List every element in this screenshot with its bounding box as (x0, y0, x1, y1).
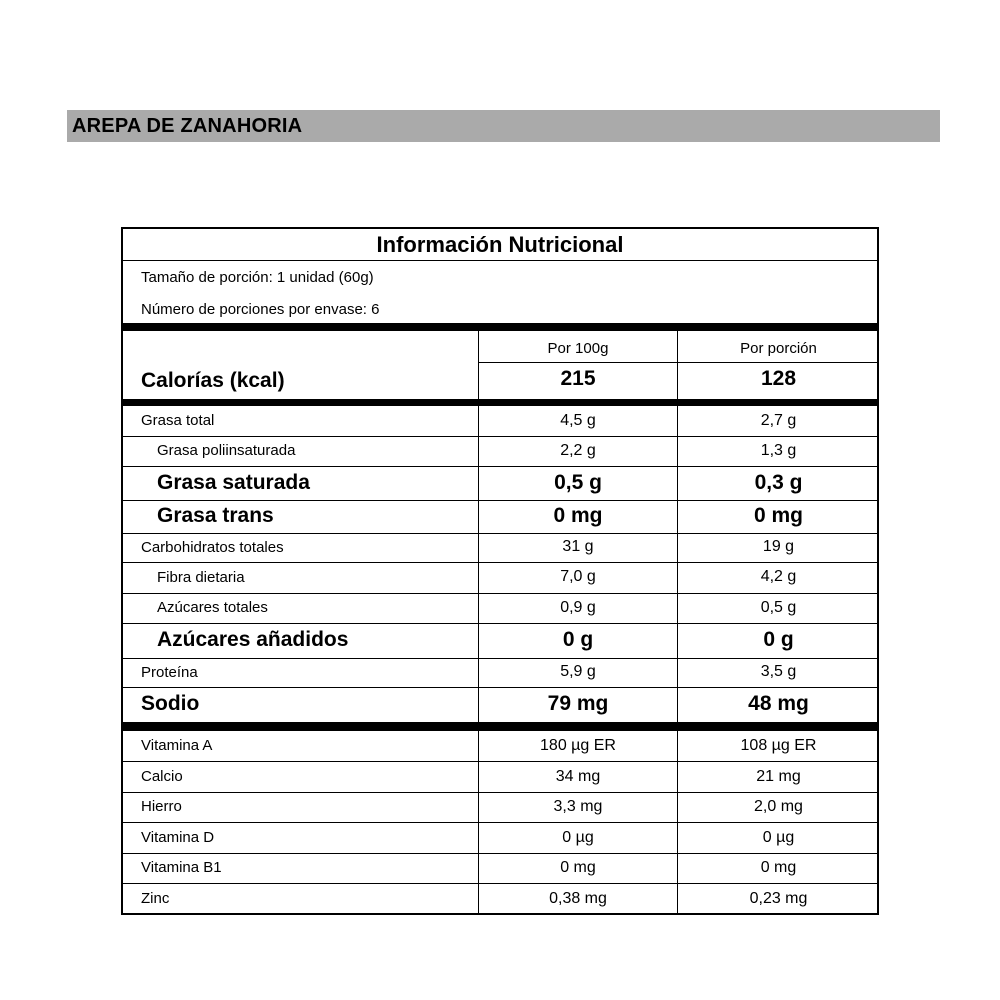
row-divider (123, 533, 877, 534)
row-divider (123, 883, 877, 884)
nutrient-label: Sodio (141, 692, 200, 715)
nutrient-value-per-serving: 3,5 g (760, 663, 797, 680)
row-divider (123, 436, 877, 437)
nutrient-value-per-serving: 2,7 g (760, 412, 797, 429)
nutrient-value-per-100g: 5,9 g (560, 663, 596, 680)
micronutrient-value-per-100g: 0 µg (562, 829, 594, 846)
nutrient-label: Proteína (141, 664, 198, 681)
micronutrient-label: Hierro (141, 798, 182, 815)
micronutrient-label: Vitamina A (141, 737, 213, 754)
nutrient-value-per-100g: 0 mg (553, 504, 603, 527)
thick-divider (123, 722, 877, 731)
micronutrient-value-per-100g: 3,3 mg (553, 798, 603, 815)
nutrient-value-per-100g: 4,5 g (560, 412, 596, 429)
nutrient-label: Azúcares totales (157, 599, 268, 616)
nutrient-value-per-serving: 0,3 g (754, 471, 803, 494)
micronutrient-value-per-serving: 0 mg (760, 859, 797, 876)
micronutrient-value-per-serving: 0,23 mg (749, 890, 808, 907)
micronutrient-value-per-100g: 0 mg (560, 859, 596, 876)
micronutrient-value-per-serving: 108 µg ER (740, 737, 817, 754)
column-divider (677, 731, 678, 915)
micronutrient-value-per-serving: 21 mg (756, 768, 801, 785)
row-divider (123, 466, 877, 467)
nutrient-value-per-100g: 0,5 g (554, 471, 602, 494)
nutrient-value-per-serving: 0 mg (753, 504, 803, 527)
column-divider (478, 731, 479, 915)
micronutrient-value-per-100g: 0,38 mg (549, 890, 607, 907)
nutrient-label: Fibra dietaria (157, 569, 245, 586)
micronutrient-label: Zinc (141, 890, 170, 907)
nutrient-value-per-100g: 7,0 g (560, 568, 596, 585)
thick-divider (123, 323, 877, 331)
nutrient-value-per-100g: 2,2 g (560, 442, 596, 459)
micronutrient-label: Vitamina D (141, 829, 215, 846)
nutrient-value-per-100g: 0 g (562, 628, 594, 651)
row-divider (123, 687, 877, 688)
row-divider (123, 623, 877, 624)
row-divider (123, 792, 877, 793)
row-divider (123, 761, 877, 762)
micronutrient-value-per-serving: 2,0 mg (754, 798, 803, 815)
micronutrient-value-per-100g: 180 µg ER (540, 737, 616, 754)
row-divider (123, 593, 877, 594)
calories-per-100g: 215 (560, 367, 596, 390)
nutrient-value-per-serving: 4,2 g (760, 568, 797, 585)
product-title-bar (67, 110, 940, 142)
panel-heading: Información Nutricional (376, 232, 624, 257)
calories-per-serving: 128 (760, 367, 797, 390)
micronutrient-label: Vitamina B1 (141, 859, 222, 876)
micronutrient-value-per-serving: 0 µg (762, 829, 795, 846)
divider (123, 260, 877, 261)
nutrient-label: Grasa saturada (157, 471, 310, 494)
servings-per-container: Número de porciones por envase: 6 (141, 301, 380, 318)
product-title: AREPA DE ZANAHORIA (72, 115, 303, 137)
row-divider (123, 562, 877, 563)
nutrient-value-per-100g: 31 g (562, 538, 594, 555)
row-divider (123, 853, 877, 854)
nutrient-value-per-100g: 0,9 g (560, 599, 596, 616)
thick-divider (123, 399, 877, 406)
row-divider (123, 658, 877, 659)
nutrient-label: Grasa poliinsaturada (157, 442, 296, 459)
nutrient-label: Azúcares añadidos (157, 628, 349, 651)
nutrient-label: Carbohidratos totales (141, 539, 284, 556)
nutrient-value-per-serving: 1,3 g (760, 442, 797, 459)
micronutrient-value-per-100g: 34 mg (555, 768, 601, 785)
row-divider (123, 500, 877, 501)
divider (478, 362, 877, 363)
nutrient-value-per-serving: 19 g (762, 538, 795, 555)
col-header-per-100g: Por 100g (547, 340, 609, 357)
col-header-per-serving: Por porción (740, 340, 817, 357)
nutrient-label: Grasa trans (157, 504, 274, 527)
nutrient-value-per-serving: 0,5 g (760, 599, 797, 616)
nutrient-value-per-100g: 79 mg (547, 692, 609, 715)
row-divider (123, 822, 877, 823)
calories-label: Calorías (kcal) (141, 369, 285, 392)
nutrition-facts-panel (121, 227, 879, 915)
serving-size: Tamaño de porción: 1 unidad (60g) (141, 269, 374, 286)
nutrient-value-per-serving: 48 mg (748, 692, 809, 715)
micronutrient-label: Calcio (141, 768, 183, 785)
nutrient-value-per-serving: 0 g (763, 628, 794, 651)
nutrient-label: Grasa total (141, 412, 215, 429)
